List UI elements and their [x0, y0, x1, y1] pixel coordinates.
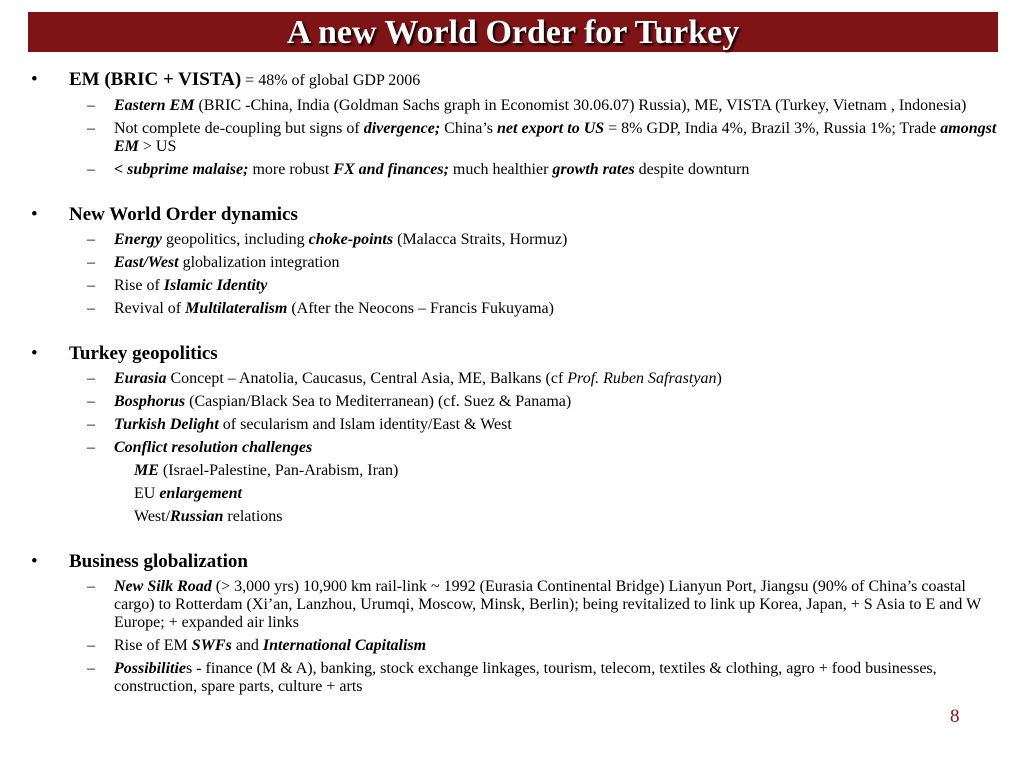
dash-marker: –	[87, 439, 95, 456]
slide-content	[0, 66, 1024, 696]
item-text: (After the Neocons – Francis Fukuyama)	[287, 300, 554, 317]
dash-marker: –	[87, 161, 95, 178]
emphasis-text: Multilateralism	[185, 300, 288, 317]
dash-marker: –	[87, 277, 95, 294]
sub-item-eurasia	[0, 370, 1024, 388]
slide-title: A new World Order for Turkey	[28, 12, 998, 52]
item-text: of secularism and Islam identity/East & West	[218, 416, 512, 433]
emphasis-text: divergence;	[363, 120, 441, 137]
sub-item-eastern-em	[0, 97, 1024, 115]
bullet-new-world-order	[0, 204, 1024, 226]
emphasis-text: New Silk Road	[114, 578, 212, 595]
emphasis-text: East/West	[114, 254, 179, 271]
item-text: )	[716, 370, 722, 387]
sub-item-subprime	[0, 161, 1024, 179]
dash-marker: –	[87, 578, 95, 595]
dash-marker: –	[87, 120, 95, 137]
italic-text: Prof. Ruben Safrastyan	[567, 370, 717, 387]
bullet-heading: Business globalization	[69, 551, 248, 572]
dash-marker: –	[87, 637, 95, 654]
emphasis-text: Eurasia	[114, 370, 167, 387]
dash-marker: –	[87, 416, 95, 433]
dash-marker: –	[87, 300, 95, 317]
emphasis-text: enlargement	[159, 485, 242, 502]
emphasis-text: Energy	[114, 231, 162, 248]
item-text: more robust	[248, 161, 334, 178]
item-text: West/	[134, 508, 171, 525]
item-text: = 8% GDP, India 4%, Brazil 3%, Russia 1%; Trade	[604, 120, 941, 137]
item-text: (BRIC -China, India (Goldman Sachs graph in Economist 30.06.07) Russia), ME, VISTA (Turkey, Vietnam , Indonesia)	[194, 97, 967, 114]
sub-item-new-silk-road	[0, 578, 1024, 632]
emphasis-text: ME	[134, 462, 159, 479]
item-text: geopolitics, including	[162, 231, 309, 248]
emphasis-text: choke-points	[308, 231, 394, 248]
bullet-marker: •	[31, 69, 38, 90]
emphasis-text: amongst EM	[114, 120, 997, 155]
item-text: globalization integration	[178, 254, 340, 271]
item-text: (> 3,000 yrs) 10,900 km rail-link ~ 1992 (Eurasia Continental Bridge) Lianyun Port, Jiangsu (90% of China’s coastal cargo) to Rotterdam (Xi’an, Lanzhou, Urumqi, Moscow, Minsk, Berlin); being revitalized to link up Korea, Japan, + S Asia to E and W Europe; + expanded air links	[114, 578, 981, 631]
bullet-marker: •	[31, 343, 38, 364]
sub-sub-item-eu	[0, 485, 1024, 503]
emphasis-text: Conflict resolution challenges	[114, 439, 313, 456]
item-text: (Caspian/Black Sea to Mediterranean) (cf. Suez & Panama)	[185, 393, 572, 410]
emphasis-text: Bosphorus	[114, 393, 186, 410]
emphasis-text: Russian	[170, 508, 224, 525]
sub-item-possibilities	[0, 660, 1024, 696]
dash-marker: –	[87, 370, 95, 387]
sub-item-decoupling	[0, 120, 1024, 156]
item-text: relations	[223, 508, 283, 525]
emphasis-text: net export to US	[497, 120, 605, 137]
item-text: Not complete de-coupling but signs of	[114, 120, 364, 137]
slide-number: 8	[950, 706, 960, 727]
dash-marker: –	[87, 254, 95, 271]
sub-item-energy	[0, 231, 1024, 249]
emphasis-text: FX and finances;	[333, 161, 449, 178]
sub-item-multilateralism	[0, 300, 1024, 318]
bullet-marker: •	[31, 551, 38, 572]
bullet-heading: Turkey geopolitics	[69, 343, 218, 364]
emphasis-text: SWFs	[191, 637, 232, 654]
sub-sub-item-west-russian	[0, 508, 1024, 526]
item-text: EU	[134, 485, 160, 502]
bullet-heading: EM (BRIC + VISTA)	[69, 69, 242, 90]
sub-item-islamic-identity	[0, 277, 1024, 295]
emphasis-text: Islamic Identity	[163, 277, 268, 294]
emphasis-text: < subprime malaise;	[114, 161, 249, 178]
sub-item-conflict-resolution	[0, 439, 1024, 457]
sub-item-turkish-delight	[0, 416, 1024, 434]
item-text: much healthier	[448, 161, 553, 178]
item-text: (Malacca Straits, Hormuz)	[393, 231, 568, 248]
sub-sub-item-me	[0, 462, 1024, 480]
sub-item-east-west	[0, 254, 1024, 272]
dash-marker: –	[87, 393, 95, 410]
emphasis-text: growth rates	[552, 161, 635, 178]
emphasis-text: Eastern EM	[114, 97, 195, 114]
item-text: (Israel-Palestine, Pan-Arabism, Iran)	[158, 462, 399, 479]
sub-item-swfs	[0, 637, 1024, 655]
item-text: Rise of	[114, 277, 164, 294]
item-text: and	[231, 637, 263, 654]
item-text: s - finance (M & A), banking, stock exchange linkages, tourism, telecom, textiles & clothing, agro + food businesses, construction, spare parts, culture + arts	[114, 660, 937, 695]
emphasis-text: International Capitalism	[262, 637, 427, 654]
bullet-heading-tail: = 48% of global GDP 2006	[241, 72, 421, 89]
item-text: China’s	[440, 120, 498, 137]
item-text: Concept – Anatolia, Caucasus, Central Asia, ME, Balkans (cf	[166, 370, 568, 387]
dash-marker: –	[87, 660, 95, 677]
item-text: despite downturn	[634, 161, 750, 178]
bullet-business-globalization	[0, 551, 1024, 573]
sub-item-bosphorus	[0, 393, 1024, 411]
emphasis-text: Possibilitie	[114, 660, 186, 677]
item-text: Rise of EM	[114, 637, 192, 654]
bullet-marker: •	[31, 204, 38, 225]
item-text: Revival of	[114, 300, 186, 317]
item-text: > US	[138, 138, 177, 155]
dash-marker: –	[87, 97, 95, 114]
bullet-em-bric-vista	[0, 69, 1024, 92]
emphasis-text: Turkish Delight	[114, 416, 219, 433]
bullet-heading: New World Order dynamics	[69, 204, 298, 225]
bullet-turkey-geopolitics	[0, 343, 1024, 365]
dash-marker: –	[87, 231, 95, 248]
